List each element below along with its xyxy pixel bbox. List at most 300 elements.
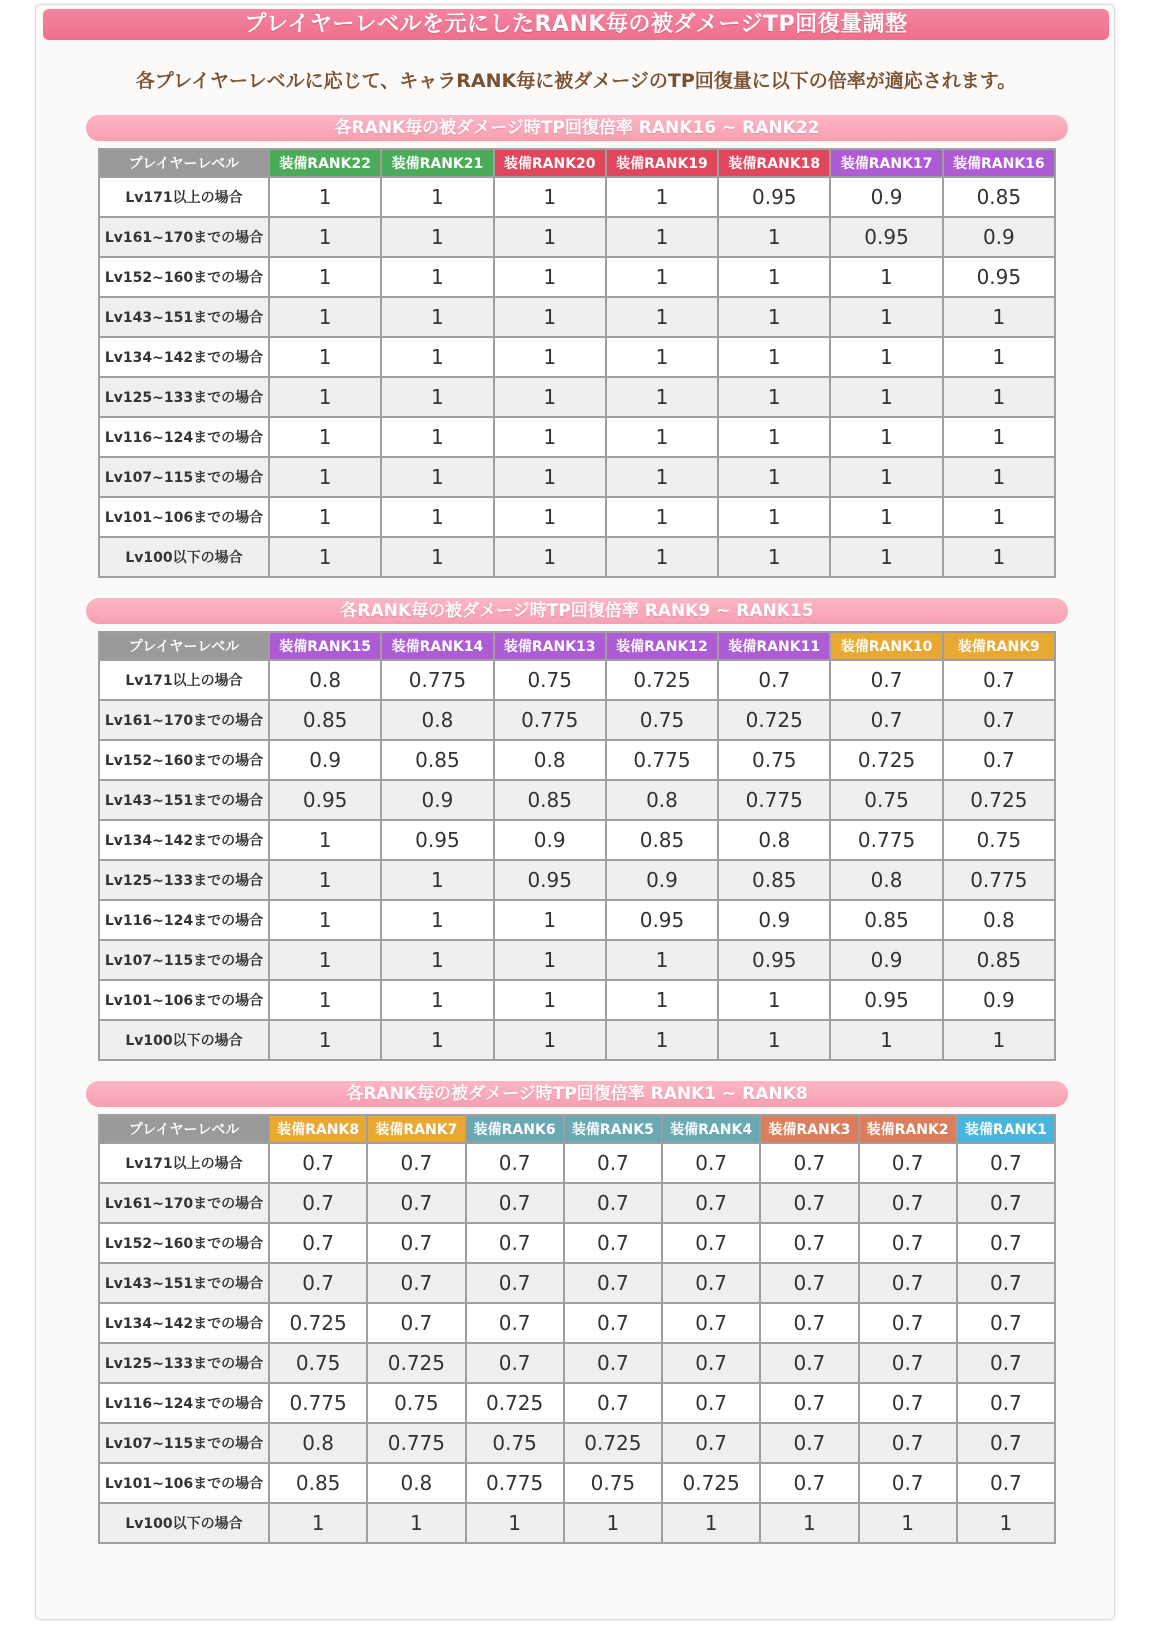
multiplier-cell: 1 [269,860,381,900]
multiplier-cell: 1 [494,497,606,537]
player-level-cell: Lv134~142までの場合 [99,820,269,860]
multiplier-cell: 0.7 [760,1463,858,1503]
multiplier-cell: 0.75 [367,1383,465,1423]
multiplier-cell: 1 [367,1503,465,1543]
multiplier-cell: 0.7 [269,1263,367,1303]
multiplier-cell: 0.8 [718,820,830,860]
multiplier-cell: 1 [381,337,493,377]
multiplier-cell: 1 [718,537,830,577]
multiplier-cell: 1 [718,980,830,1020]
multiplier-cell: 1 [718,457,830,497]
multiplier-cell: 1 [718,337,830,377]
multiplier-cell: 0.7 [564,1143,662,1183]
multiplier-cell: 0.7 [760,1343,858,1383]
rank-column-header: 装備RANK13 [494,632,606,660]
multiplier-cell: 0.7 [957,1383,1055,1423]
multiplier-cell: 0.775 [606,740,718,780]
multiplier-cell: 0.95 [494,860,606,900]
multiplier-cell: 0.7 [564,1223,662,1263]
player-level-cell: Lv143~151までの場合 [99,1263,269,1303]
multiplier-cell: 0.7 [760,1143,858,1183]
table-row [99,780,1055,820]
rank-column-header: 装備RANK12 [606,632,718,660]
player-level-cell: Lv116~124までの場合 [99,900,269,940]
multiplier-cell: 1 [269,217,381,257]
multiplier-cell: 0.7 [269,1143,367,1183]
multiplier-cell: 0.95 [830,980,942,1020]
multiplier-cell: 1 [943,457,1055,497]
multiplier-cell: 1 [606,980,718,1020]
multiplier-cell: 0.85 [381,740,493,780]
multiplier-cell: 1 [494,940,606,980]
multiplier-cell: 0.7 [957,1343,1055,1383]
section-title-rank16-22: 各RANK毎の被ダメージ時TP回復倍率 RANK16 ~ RANK22 [86,115,1068,141]
player-level-cell: Lv152~160までの場合 [99,740,269,780]
player-level-cell: Lv107~115までの場合 [99,457,269,497]
rank-column-header: 装備RANK11 [718,632,830,660]
multiplier-cell: 0.7 [367,1223,465,1263]
multiplier-cell: 1 [606,177,718,217]
player-level-cell: Lv161~170までの場合 [99,1183,269,1223]
multiplier-cell: 1 [269,980,381,1020]
multiplier-cell: 0.9 [718,900,830,940]
multiplier-cell: 0.7 [662,1343,760,1383]
multiplier-cell: 1 [494,457,606,497]
multiplier-cell: 0.7 [957,1463,1055,1503]
multiplier-cell: 1 [943,417,1055,457]
multiplier-cell: 1 [381,377,493,417]
multiplier-cell: 0.85 [943,940,1055,980]
multiplier-cell: 0.85 [269,700,381,740]
multiplier-cell: 1 [269,337,381,377]
rank-column-header: 装備RANK9 [943,632,1055,660]
multiplier-cell: 0.8 [606,780,718,820]
multiplier-cell: 1 [760,1503,858,1543]
multiplier-cell: 1 [830,337,942,377]
multiplier-cell: 0.7 [760,1263,858,1303]
multiplier-cell: 0.7 [760,1223,858,1263]
multiplier-cell: 0.8 [494,740,606,780]
multiplier-cell: 0.7 [859,1183,957,1223]
table-row [99,1463,1055,1503]
multiplier-cell: 0.7 [564,1343,662,1383]
multiplier-cell: 0.95 [718,177,830,217]
multiplier-cell: 0.75 [466,1423,564,1463]
multiplier-cell: 0.7 [466,1143,564,1183]
multiplier-cell: 1 [606,377,718,417]
player-level-cell: Lv134~142までの場合 [99,337,269,377]
multiplier-cell: 1 [606,257,718,297]
rank9-15-table [98,631,1056,1061]
multiplier-cell: 0.9 [830,177,942,217]
multiplier-cell: 0.7 [662,1383,760,1423]
player-level-header: プレイヤーレベル [99,1115,269,1143]
intro-text: 各プレイヤーレベルに応じて、キャラRANK毎に被ダメージのTP回復量に以下の倍率が適応されます。 [135,70,1017,92]
multiplier-cell: 1 [494,377,606,417]
multiplier-cell: 0.7 [564,1183,662,1223]
multiplier-cell: 0.7 [760,1183,858,1223]
multiplier-cell: 0.75 [606,700,718,740]
multiplier-cell: 1 [564,1503,662,1543]
multiplier-cell: 1 [830,377,942,417]
table-header-row [99,632,1055,660]
multiplier-cell: 0.7 [859,1343,957,1383]
multiplier-cell: 0.7 [662,1143,760,1183]
multiplier-cell: 0.7 [367,1263,465,1303]
rank-column-header: 装備RANK10 [830,632,942,660]
multiplier-cell: 1 [830,497,942,537]
table-row [99,1343,1055,1383]
multiplier-cell: 0.775 [943,860,1055,900]
rank-column-header: 装備RANK2 [859,1115,957,1143]
rank-column-header: 装備RANK4 [662,1115,760,1143]
multiplier-cell: 0.9 [494,820,606,860]
multiplier-cell: 1 [606,337,718,377]
multiplier-cell: 0.8 [830,860,942,900]
player-level-cell: Lv143~151までの場合 [99,297,269,337]
multiplier-cell: 0.9 [943,217,1055,257]
multiplier-cell: 0.9 [830,940,942,980]
multiplier-cell: 0.7 [760,1423,858,1463]
multiplier-cell: 0.75 [718,740,830,780]
multiplier-cell: 1 [269,257,381,297]
rank-column-header: 装備RANK1 [957,1115,1055,1143]
table-row [99,1383,1055,1423]
multiplier-cell: 1 [381,497,493,537]
multiplier-cell: 0.95 [718,940,830,980]
multiplier-cell: 1 [269,820,381,860]
table-row [99,257,1055,297]
multiplier-cell: 1 [718,417,830,457]
multiplier-cell: 0.7 [466,1343,564,1383]
multiplier-cell: 1 [269,537,381,577]
multiplier-cell: 0.725 [367,1343,465,1383]
multiplier-cell: 0.9 [381,780,493,820]
multiplier-cell: 1 [494,217,606,257]
player-level-cell: Lv100以下の場合 [99,1020,269,1060]
player-level-cell: Lv161~170までの場合 [99,700,269,740]
multiplier-cell: 0.7 [859,1143,957,1183]
table-row [99,900,1055,940]
multiplier-cell: 1 [269,297,381,337]
table-row [99,700,1055,740]
multiplier-cell: 1 [269,177,381,217]
rank-column-header: 装備RANK7 [367,1115,465,1143]
rank-column-header: 装備RANK3 [760,1115,858,1143]
multiplier-cell: 0.7 [957,1143,1055,1183]
table-row [99,177,1055,217]
table-header-row [99,1115,1055,1143]
multiplier-cell: 1 [606,217,718,257]
multiplier-cell: 0.8 [269,1423,367,1463]
multiplier-cell: 0.775 [494,700,606,740]
multiplier-cell: 1 [718,217,830,257]
multiplier-cell: 0.75 [943,820,1055,860]
multiplier-cell: 0.7 [662,1303,760,1343]
multiplier-cell: 1 [606,497,718,537]
multiplier-cell: 0.7 [269,1223,367,1263]
table-row [99,1020,1055,1060]
multiplier-cell: 0.8 [943,900,1055,940]
multiplier-cell: 1 [494,537,606,577]
multiplier-cell: 1 [381,297,493,337]
table-row [99,860,1055,900]
section-title-rank9-15: 各RANK毎の被ダメージ時TP回復倍率 RANK9 ~ RANK15 [86,598,1068,624]
table-row [99,1183,1055,1223]
multiplier-cell: 0.7 [662,1183,760,1223]
multiplier-cell: 1 [494,257,606,297]
multiplier-cell: 1 [718,377,830,417]
multiplier-cell: 1 [269,940,381,980]
multiplier-cell: 0.7 [957,1183,1055,1223]
multiplier-cell: 1 [830,1020,942,1060]
multiplier-cell: 1 [830,297,942,337]
multiplier-cell: 0.775 [466,1463,564,1503]
player-level-cell: Lv171以上の場合 [99,660,269,700]
multiplier-cell: 0.775 [830,820,942,860]
multiplier-cell: 1 [269,457,381,497]
multiplier-cell: 1 [494,900,606,940]
multiplier-cell: 0.7 [367,1143,465,1183]
multiplier-cell: 0.725 [662,1463,760,1503]
multiplier-cell: 0.85 [943,177,1055,217]
multiplier-cell: 1 [943,377,1055,417]
table-header-row [99,149,1055,177]
multiplier-cell: 0.9 [269,740,381,780]
multiplier-cell: 0.85 [494,780,606,820]
multiplier-cell: 0.725 [943,780,1055,820]
multiplier-cell: 1 [606,537,718,577]
multiplier-cell: 0.75 [494,660,606,700]
multiplier-cell: 1 [494,980,606,1020]
multiplier-cell: 0.7 [957,1263,1055,1303]
table-row [99,297,1055,337]
section-title-rank1-8: 各RANK毎の被ダメージ時TP回復倍率 RANK1 ~ RANK8 [86,1081,1068,1107]
player-level-header: プレイヤーレベル [99,149,269,177]
multiplier-cell: 0.7 [662,1223,760,1263]
multiplier-cell: 1 [381,257,493,297]
player-level-cell: Lv100以下の場合 [99,1503,269,1543]
multiplier-cell: 0.75 [564,1463,662,1503]
rank-column-header: 装備RANK14 [381,632,493,660]
multiplier-cell: 0.725 [606,660,718,700]
rank-column-header: 装備RANK16 [943,149,1055,177]
table-row [99,1223,1055,1263]
multiplier-cell: 0.7 [564,1263,662,1303]
player-level-cell: Lv107~115までの場合 [99,940,269,980]
multiplier-cell: 0.7 [662,1263,760,1303]
multiplier-cell: 0.7 [943,700,1055,740]
multiplier-cell: 1 [269,497,381,537]
table-row [99,980,1055,1020]
rank16-22-table [98,148,1056,578]
rank-column-header: 装備RANK6 [466,1115,564,1143]
multiplier-cell: 1 [381,417,493,457]
multiplier-cell: 1 [381,980,493,1020]
multiplier-cell: 1 [269,1020,381,1060]
multiplier-cell: 1 [466,1503,564,1543]
table-row [99,1423,1055,1463]
rank-column-header: 装備RANK8 [269,1115,367,1143]
rank-column-header: 装備RANK22 [269,149,381,177]
notice-card [35,4,1115,1620]
player-level-cell: Lv116~124までの場合 [99,1383,269,1423]
multiplier-cell: 0.85 [718,860,830,900]
multiplier-cell: 0.8 [269,660,381,700]
multiplier-cell: 1 [662,1503,760,1543]
multiplier-cell: 1 [606,297,718,337]
multiplier-cell: 1 [830,537,942,577]
multiplier-cell: 1 [830,257,942,297]
player-level-header: プレイヤーレベル [99,632,269,660]
table-row [99,217,1055,257]
multiplier-cell: 1 [943,537,1055,577]
multiplier-cell: 1 [606,417,718,457]
multiplier-cell: 1 [381,900,493,940]
multiplier-cell: 0.8 [367,1463,465,1503]
multiplier-cell: 1 [269,1503,367,1543]
player-level-cell: Lv101~106までの場合 [99,980,269,1020]
multiplier-cell: 0.85 [269,1463,367,1503]
multiplier-cell: 0.7 [859,1303,957,1343]
player-level-cell: Lv125~133までの場合 [99,1343,269,1383]
multiplier-cell: 1 [381,940,493,980]
multiplier-cell: 0.7 [466,1303,564,1343]
multiplier-cell: 1 [606,457,718,497]
multiplier-cell: 0.7 [466,1223,564,1263]
player-level-cell: Lv152~160までの場合 [99,257,269,297]
rank-column-header: 装備RANK5 [564,1115,662,1143]
player-level-cell: Lv107~115までの場合 [99,1423,269,1463]
player-level-cell: Lv143~151までの場合 [99,780,269,820]
multiplier-cell: 1 [381,537,493,577]
rank-column-header: 装備RANK19 [606,149,718,177]
multiplier-cell: 0.7 [564,1383,662,1423]
multiplier-cell: 0.775 [381,660,493,700]
multiplier-cell: 0.7 [662,1423,760,1463]
multiplier-cell: 1 [943,337,1055,377]
multiplier-cell: 0.95 [943,257,1055,297]
multiplier-cell: 0.725 [718,700,830,740]
multiplier-cell: 0.7 [367,1183,465,1223]
multiplier-cell: 0.775 [269,1383,367,1423]
multiplier-cell: 1 [381,217,493,257]
table-row [99,337,1055,377]
multiplier-cell: 1 [830,457,942,497]
multiplier-cell: 0.7 [859,1383,957,1423]
page-title: プレイヤーレベルを元にしたRANK毎の被ダメージTP回復量調整 [43,9,1109,40]
multiplier-cell: 0.95 [381,820,493,860]
table-row [99,1503,1055,1543]
player-level-cell: Lv101~106までの場合 [99,1463,269,1503]
multiplier-cell: 0.7 [269,1183,367,1223]
multiplier-cell: 0.7 [466,1263,564,1303]
multiplier-cell: 0.7 [367,1303,465,1343]
table-row [99,537,1055,577]
multiplier-cell: 1 [269,377,381,417]
multiplier-cell: 0.7 [943,660,1055,700]
table-row [99,660,1055,700]
multiplier-cell: 0.725 [564,1423,662,1463]
multiplier-cell: 0.85 [606,820,718,860]
multiplier-cell: 0.7 [830,700,942,740]
multiplier-cell: 0.75 [830,780,942,820]
multiplier-cell: 1 [494,177,606,217]
player-level-cell: Lv100以下の場合 [99,537,269,577]
multiplier-cell: 0.95 [269,780,381,820]
table-row [99,1143,1055,1183]
multiplier-cell: 1 [830,417,942,457]
multiplier-cell: 1 [718,297,830,337]
multiplier-cell: 0.9 [943,980,1055,1020]
multiplier-cell: 0.7 [859,1223,957,1263]
multiplier-cell: 1 [381,177,493,217]
table-row [99,740,1055,780]
multiplier-cell: 1 [718,1020,830,1060]
table-row [99,497,1055,537]
multiplier-cell: 0.95 [830,217,942,257]
multiplier-cell: 0.725 [466,1383,564,1423]
multiplier-cell: 0.7 [957,1423,1055,1463]
multiplier-cell: 1 [957,1503,1055,1543]
multiplier-cell: 1 [606,940,718,980]
multiplier-cell: 1 [381,1020,493,1060]
multiplier-cell: 1 [494,417,606,457]
player-level-cell: Lv125~133までの場合 [99,377,269,417]
player-level-cell: Lv152~160までの場合 [99,1223,269,1263]
multiplier-cell: 1 [269,417,381,457]
rank-column-header: 装備RANK17 [830,149,942,177]
player-level-cell: Lv171以上の場合 [99,177,269,217]
table-row [99,940,1055,980]
multiplier-cell: 0.7 [564,1303,662,1343]
multiplier-cell: 0.75 [269,1343,367,1383]
multiplier-cell: 0.7 [859,1423,957,1463]
rank1-8-table [98,1114,1056,1544]
multiplier-cell: 0.7 [830,660,942,700]
player-level-cell: Lv101~106までの場合 [99,497,269,537]
multiplier-cell: 1 [943,497,1055,537]
multiplier-cell: 0.775 [718,780,830,820]
table-row [99,457,1055,497]
player-level-cell: Lv125~133までの場合 [99,860,269,900]
multiplier-cell: 0.7 [957,1223,1055,1263]
multiplier-cell: 1 [718,257,830,297]
player-level-cell: Lv161~170までの場合 [99,217,269,257]
multiplier-cell: 0.85 [830,900,942,940]
player-level-cell: Lv116~124までの場合 [99,417,269,457]
multiplier-cell: 1 [943,1020,1055,1060]
rank-column-header: 装備RANK18 [718,149,830,177]
multiplier-cell: 0.725 [269,1303,367,1343]
table-row [99,1303,1055,1343]
multiplier-cell: 0.7 [718,660,830,700]
rank-column-header: 装備RANK21 [381,149,493,177]
multiplier-cell: 1 [381,457,493,497]
rank-column-header: 装備RANK15 [269,632,381,660]
multiplier-cell: 0.7 [943,740,1055,780]
multiplier-cell: 0.775 [367,1423,465,1463]
multiplier-cell: 1 [718,497,830,537]
multiplier-cell: 1 [269,900,381,940]
table-row [99,417,1055,457]
multiplier-cell: 0.7 [859,1263,957,1303]
multiplier-cell: 1 [606,1020,718,1060]
multiplier-cell: 0.7 [957,1303,1055,1343]
multiplier-cell: 1 [943,297,1055,337]
multiplier-cell: 0.9 [606,860,718,900]
multiplier-cell: 0.7 [760,1383,858,1423]
